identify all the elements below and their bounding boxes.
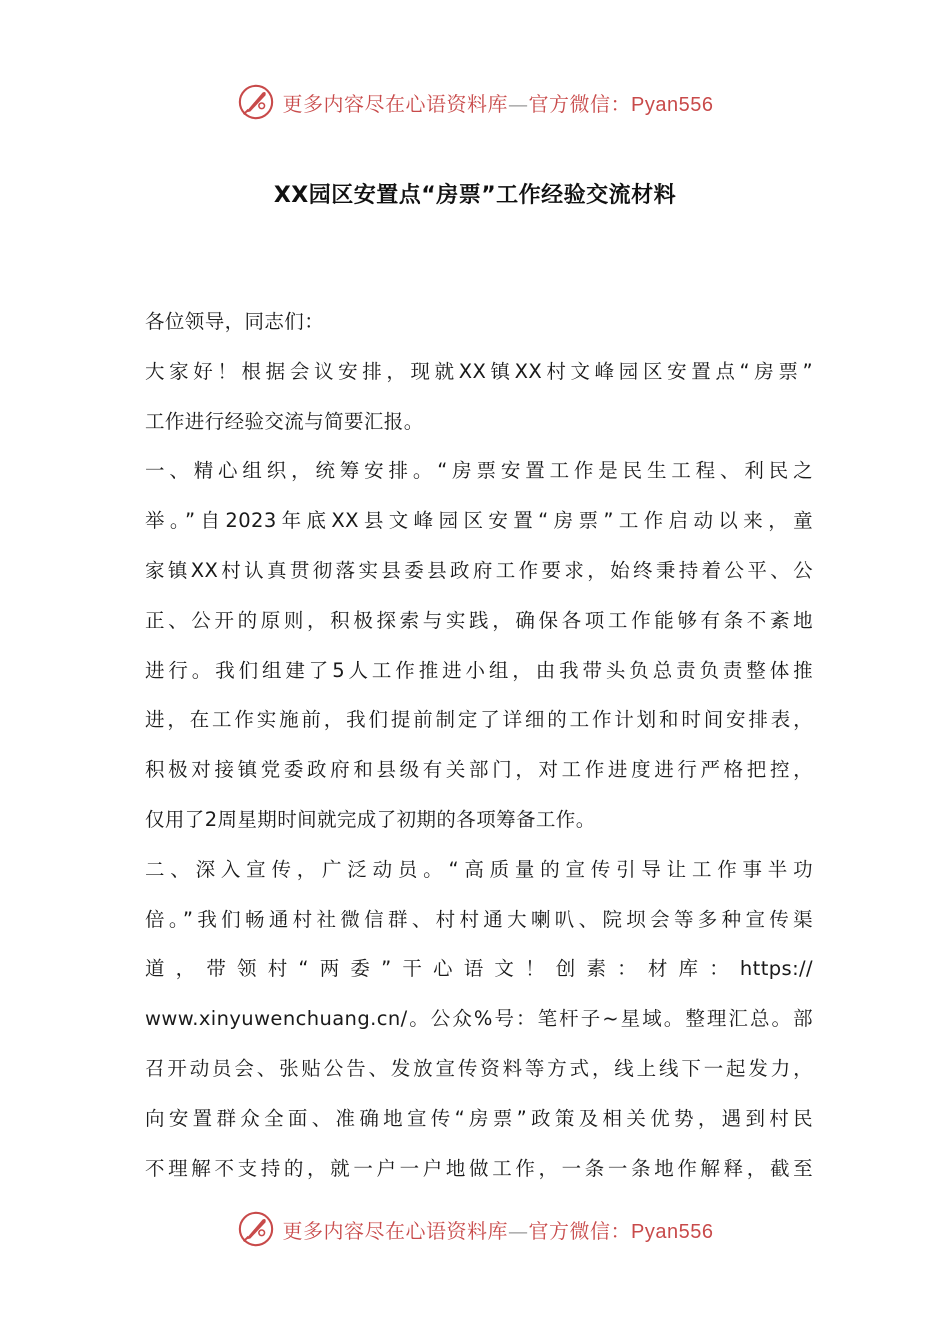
watermark-separator: —	[508, 91, 529, 116]
document-body	[145, 297, 813, 1193]
body-line: 二、深入宣传，广泛动员。“高质量的宣传引导让工作事半功	[145, 857, 813, 881]
body-line: 召开动员会、张贴公告、发放宣传资料等方式，线上线下一起发力，	[145, 1056, 813, 1080]
watermark-wechat-id: Pyan556	[631, 1220, 714, 1243]
body-line: 各位领导，同志们：	[145, 310, 325, 333]
body-line: 倍。”我们畅通村社微信群、村村通大喇叭、院坝会等多种宣传渠	[145, 907, 813, 931]
body-line: 一、精心组织，统筹安排。“房票安置工作是民生工程、利民之	[145, 459, 813, 483]
body-line: 仅用了2周星期时间就完成了初期的各项筹备工作。	[145, 807, 596, 831]
body-line: 道，带领村“两委”干心语文！创素：材库：https://	[145, 957, 813, 981]
watermark-main: 更多内容尽在心语资料库	[282, 1218, 509, 1243]
watermark-official: 官方微信：	[528, 91, 632, 116]
body-line: 不理解不支持的，就一户一户地做工作，一条一条地作解释，截至	[145, 1156, 813, 1180]
watermark-separator: —	[508, 1218, 529, 1243]
watermark-text	[283, 1215, 714, 1244]
footer-watermark	[0, 1207, 950, 1251]
document-title: XX园区安置点“房票”工作经验交流材料	[273, 183, 677, 208]
body-line: 正、公开的原则，积极探索与实践，确保各项工作能够有条不紊地	[145, 608, 813, 632]
watermark-wechat-id: Pyan556	[631, 93, 714, 116]
quill-logo-icon	[237, 83, 275, 121]
body-line: www.xinyuwenchuang.cn/。公众%号：笔杆子~星域。整理汇总。部	[145, 1007, 813, 1031]
watermark-main: 更多内容尽在心语资料库	[282, 91, 509, 116]
body-line: 举。”自2023年底XX县文峰园区安置“房票”工作启动以来，童	[145, 509, 813, 533]
watermark-official: 官方微信：	[528, 1218, 632, 1243]
body-line: 大家好！根据会议安排，现就XX镇XX村文峰园区安置点“房票”	[145, 359, 813, 383]
quill-logo-icon	[237, 1210, 275, 1248]
body-line: 家镇XX村认真贯彻落实县委县政府工作要求，始终秉持着公平、公	[145, 558, 813, 582]
watermark-text	[283, 88, 714, 117]
body-line: 进行。我们组建了5人工作推进小组，由我带头负总责负责整体推	[145, 658, 813, 682]
body-line: 向安置群众全面、准确地宣传“房票”政策及相关优势，遇到村民	[145, 1106, 813, 1130]
body-line: 进，在工作实施前，我们提前制定了详细的工作计划和时间安排表，	[145, 708, 813, 732]
header-watermark	[0, 80, 950, 124]
body-line: 工作进行经验交流与简要汇报。	[145, 409, 424, 433]
body-line: 积极对接镇党委政府和县级有关部门，对工作进度进行严格把控，	[145, 758, 813, 782]
